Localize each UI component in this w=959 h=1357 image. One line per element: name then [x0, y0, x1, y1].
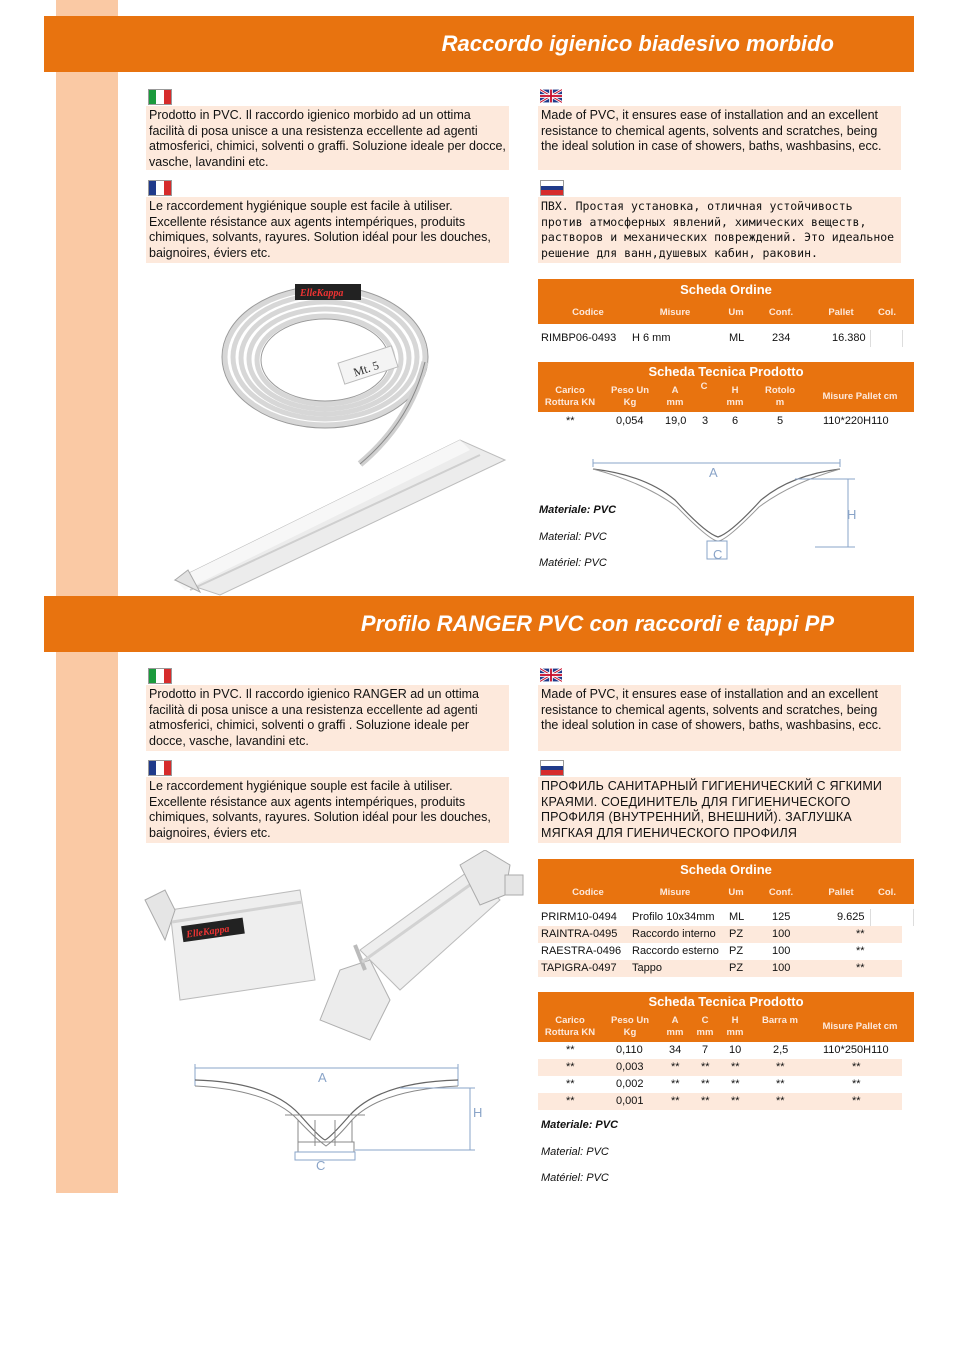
diagram-h-label: H	[473, 1105, 483, 1120]
table-row: ** 0,001 ** ** ** ** **	[538, 1093, 902, 1110]
ranger-profile-image	[140, 850, 530, 1055]
section2-material-it: Materiale: PVC	[541, 1119, 619, 1131]
france-flag-icon	[148, 180, 172, 196]
diagram-a-label: A	[709, 465, 718, 480]
tech-col-c: C mm	[696, 1015, 714, 1038]
section2-order-title: Scheda Ordine	[680, 862, 772, 877]
tech-col-pallet: Misure Pallet cm	[822, 1021, 898, 1032]
soft-profile-image	[170, 430, 510, 600]
section1-order-header	[538, 279, 914, 324]
tech-col-barra: Barra m	[762, 1015, 798, 1026]
table-row: PRIRM10-0494 Profilo 10x34mm ML 125 9.625	[538, 909, 902, 926]
section1-text-it: Prodotto in PVC. Il raccordo igienico morbido ad un ottima facilità di posa unisce a una resistenza eccellente ad agenti atmosferici, chimici, solventi o graffi. Soluzione ideale per docce, vasche, lavandini etc.	[146, 106, 509, 170]
section1-tech-header	[538, 362, 914, 412]
section2-tech-title: Scheda Tecnica Prodotto	[648, 994, 804, 1009]
russia-flag-icon	[540, 180, 564, 196]
section2-tech-header	[538, 992, 914, 1042]
svg-text:ElleKappa: ElleKappa	[185, 923, 231, 941]
table-row: ** 0,054 19,0 3 6 5 110*220H110	[566, 415, 889, 427]
russia-flag-icon	[540, 760, 564, 776]
tech-col-pallet: Misure Pallet cm	[822, 391, 898, 402]
order-col-col: Col.	[878, 307, 896, 318]
tech-col-h: H mm	[726, 1015, 744, 1038]
section2-profile-diagram	[190, 1060, 490, 1175]
section2-text-fr: Le raccordement hygiénique souple est facile à utiliser. Excellente résistance aux agents intempériques, produits chimiques, solvants, rayures. Solution idéal pour les douches, baignoires, éviers etc.	[146, 777, 509, 843]
section1-banner	[44, 16, 914, 72]
svg-text:ElleKappa: ElleKappa	[300, 288, 344, 299]
roll-label: Mt. 5	[351, 358, 381, 380]
section2-order-header	[538, 859, 914, 904]
tech-col-a: A mm	[666, 1015, 684, 1038]
section1-text-fr: Le raccordement hygiénique souple est facile à utiliser. Excellente résistance aux agents intempériques, produits chimiques, solvants, rayures. Solution idéal pour les douches, baignoires, éviers etc.	[146, 197, 509, 263]
tech-col-peso: Peso Un Kg	[610, 385, 649, 408]
order-col-conf: Conf.	[768, 307, 794, 318]
table-row: ** 0,003 ** ** ** ** **	[538, 1059, 902, 1076]
order-col-pallet: Pallet	[828, 307, 854, 318]
diagram-c-label: C	[316, 1158, 326, 1173]
order-col-um: Um	[728, 887, 744, 898]
section2-text-en: Made of PVC, it ensures ease of installation and an excellent resistance to chemical agents, solvents and scratches, being the ideal solution in case of showers, baths, washbasins, ecc.	[538, 685, 901, 751]
table-row: RIMBP06-0493 H 6 mm ML 234 16.380	[538, 330, 903, 347]
order-col-codice: Codice	[572, 887, 604, 898]
diagram-a-label: A	[318, 1070, 327, 1085]
tech-col-a: A mm	[666, 385, 684, 408]
section2-material-en: Material: PVC	[541, 1146, 609, 1158]
table-row: ** 0,110 34 7 10 2,5 110*250H110	[566, 1044, 889, 1056]
uk-flag-icon	[540, 89, 562, 103]
italy-flag-icon	[148, 668, 172, 684]
table-row: ** 0,002 ** ** ** ** **	[566, 1078, 861, 1090]
order-col-um: Um	[728, 307, 744, 318]
tech-col-c: C	[700, 381, 708, 392]
section1-text-en: Made of PVC, it ensures ease of installation and an excellent resistance to chemical agents, solvents and scratches, being the ideal solution in case of showers, baths, washbasins, ecc.	[538, 106, 901, 170]
diagram-c-label: C	[713, 547, 723, 562]
france-flag-icon	[148, 760, 172, 776]
table-row: TAPIGRA-0497 Tappo PZ 100 **	[538, 960, 902, 977]
section2-banner	[44, 596, 914, 652]
order-col-pallet: Pallet	[828, 887, 854, 898]
section1-material-en: Material: PVC	[539, 531, 607, 543]
table-row: RAINTRA-0495 Raccordo interno PZ 100 **	[538, 926, 902, 943]
section2-title: Profilo RANGER PVC con raccordi e tappi PP	[360, 611, 834, 636]
tech-col-peso: Peso Un Kg	[610, 1015, 649, 1038]
section2-material-fr: Matériel: PVC	[541, 1172, 609, 1184]
table-row: RAESTRA-0496 Raccordo esterno PZ 100 **	[541, 945, 865, 957]
section1-profile-diagram	[585, 455, 875, 565]
uk-flag-icon	[540, 668, 562, 682]
section1-order-title: Scheda Ordine	[680, 282, 772, 297]
tech-col-h: H mm	[726, 385, 744, 408]
section1-text-ru: ПВХ. Простая установка, отличная устойчивость против атмосферных явлений, химических веществ, растворов и механических повреждений. Это идеальное решение для ванн,душевых кабин, раковин.	[538, 197, 901, 263]
section1-title: Raccordo igienico biadesivo morbido	[441, 31, 834, 56]
diagram-h-label: H	[847, 507, 857, 522]
section2-text-ru: ПРОФИЛЬ САНИТАРНЫЙ ГИГИЕНИЧЕСКИЙ С ЯГКИМИ КРАЯМИ. СОЕДИНИТЕЛЬ ДЛЯ ГИГИЕНИЧЕСКОГО ПРОФИЛЯ (ВНУТРЕННИЙ, ВНЕШНИЙ). ЗАГЛУШКА МЯГКАЯ ДЛЯ ГИЕНИЧЕСКОГО ПРОФИЛЯ	[538, 777, 901, 843]
tech-col-carico: Carico Rottura KN	[544, 385, 596, 408]
order-col-misure: Misure	[659, 307, 691, 318]
italy-flag-icon	[148, 89, 172, 105]
section1-tech-title: Scheda Tecnica Prodotto	[648, 364, 804, 379]
section1-material-fr: Matériel: PVC	[539, 557, 607, 569]
order-col-conf: Conf.	[768, 887, 794, 898]
order-col-misure: Misure	[659, 887, 691, 898]
order-col-codice: Codice	[572, 307, 604, 318]
section1-material-it: Materiale: PVC	[539, 504, 617, 516]
order-col-col: Col.	[878, 887, 896, 898]
tech-col-rotolo: Rotolo m	[764, 385, 796, 408]
section2-text-it: Prodotto in PVC. Il raccordo igienico RANGER ad un ottima facilità di posa unisce a una resistenza eccellente ad agenti atmosferici, chimici, solventi o graffi . Soluzione ideale per docce, vasche, lavandini etc.	[146, 685, 509, 751]
tech-col-carico: Carico Rottura KN	[544, 1015, 596, 1038]
